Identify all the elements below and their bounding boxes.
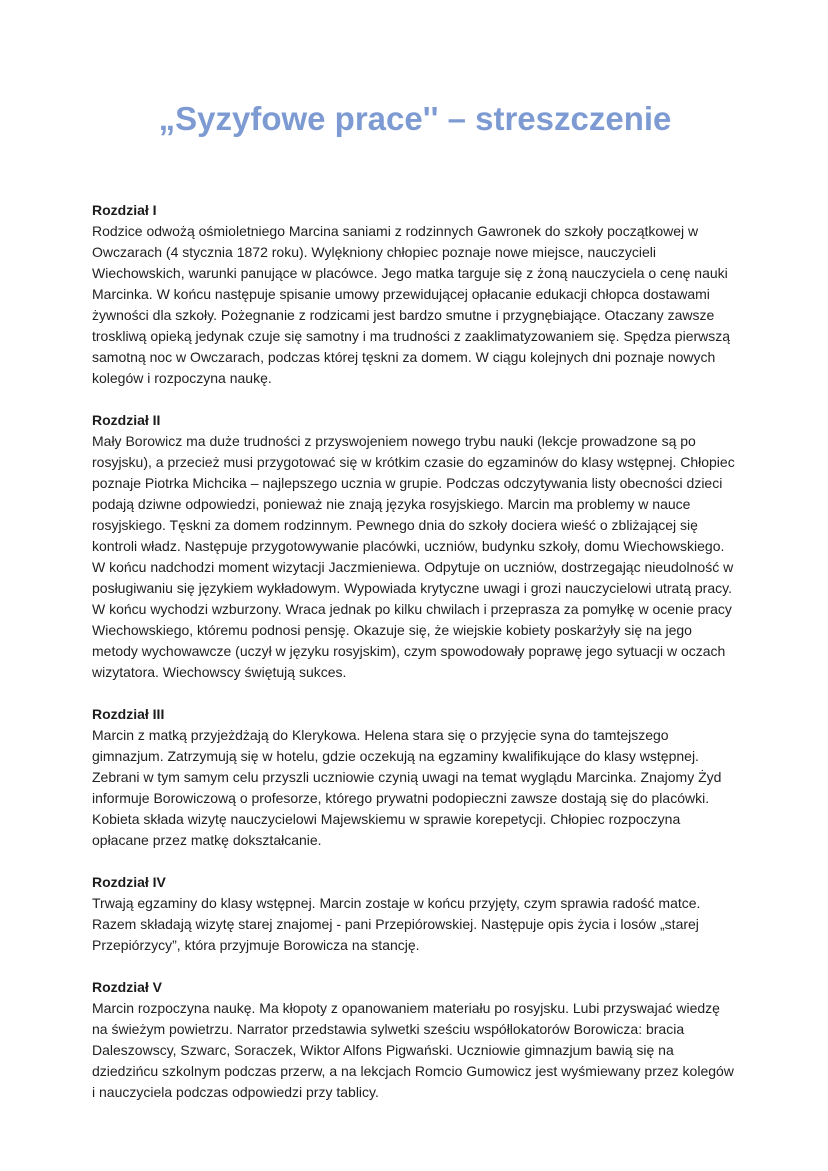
chapter-3-paragraph: Marcin z matką przyjeżdżają do Klerykowa. Helena stara się o przyjęcie syna do tamtejszego gimnazjum. Zatrzymują się w hotelu, gdzie oczekują na egzaminy kwalifikujące do klasy wstępnej. Zebrani w tym samym celu przyszli uczniowie czynią uwagi na temat wyglądu Marcinka. Znajomy Żyd informuje Borowiczową o profesorze, którego prywatni podopieczni zawsze dostają się do placówki. Kobieta składa wizytę nauczycielowi Majewskiemu w sprawie korepetycji. Chłopiec rozpoczyna opłacane przez matkę dokształcanie.: [92, 726, 722, 848]
chapter-2-paragraph: Mały Borowicz ma duże trudności z przyswojeniem nowego trybu nauki (lekcje prowadzone są po rosyjsku), a przecież musi przygotować się w krótkim czasie do egzaminów do klasy wstępnej. Chłopiec poznaje Piotrka Michcika – najlepszego ucznia w grupie. Podczas odczytywania listy obecności dzieci podają dziwne odpowiedzi, ponieważ nie znają języka rosyjskiego. Marcin ma problemy w nauce rosyjskiego. Tęskni za domem rodzinnym. Pewnego dnia do szkoły dociera wieść o zbliżającej się kontroli władz. Następuje przygotowywanie placówki, uczniów, budynku szkoły, domu Wiechowskiego. W końcu nadchodzi moment wizytacji Jaczmieniewa. Odpytuje on uczniów, dostrzegając nieudolność w posługiwaniu się językiem wykładowym. Wypowiada krytyczne uwagi i grozi nauczycielowi utratą pracy. W końcu wychodzi wzburzony. Wraca jednak po kilku chwilach i przeprasza za pomyłkę w ocenie pracy Wiechowskiego, któremu podnosi pensję. Okazuje się, że wiejskie kobiety poskarżyły się na jego metody wychowawcze (uczył w języku rosyjskim), czym spowodowały poprawę jego sytuacji w oczach wizytatora. Wiechowscy świętują sukces.: [92, 432, 735, 680]
chapter-4-heading: Rozdział IV: [92, 873, 166, 890]
chapter-5: [92, 977, 738, 1103]
chapter-4: [92, 872, 738, 956]
chapter-4-paragraph: Trwają egzaminy do klasy wstępnej. Marcin zostaje w końcu przyjęty, czym sprawia radość matce. Razem składają wizytę starej znajomej - pani Przepiórowskiej. Następuje opis życia i losów „starej Przepiórzycy”, która przyjmuje Borowicza na stancję.: [92, 894, 701, 953]
page-title: „Syzyfowe prace'' – streszczenie: [158, 100, 672, 137]
chapter-3: [92, 704, 738, 851]
chapter-2: [92, 410, 738, 683]
chapter-2-heading: Rozdział II: [92, 411, 161, 428]
chapter-1-heading: Rozdział I: [92, 201, 157, 218]
document-content: [92, 200, 738, 1103]
chapter-3-heading: Rozdział III: [92, 705, 165, 722]
chapter-5-heading: Rozdział V: [92, 978, 163, 995]
chapter-1-paragraph: Rodzice odwożą ośmioletniego Marcina saniami z rodzinnych Gawronek do szkoły początkowej w Owczarach (4 stycznia 1872 roku). Wylękniony chłopiec poznaje nowe miejsce, nauczycieli Wiechowskich, warunki panujące w placówce. Jego matka targuje się z żoną nauczyciela o cenę nauki Marcinka. W końcu następuje spisanie umowy przewidującej opłacanie edukacji chłopca dostawami żywności dla szkoły. Pożegnanie z rodzicami jest bardzo smutne i przygnębiające. Otaczany zawsze troskliwą opieką jedynak czuje się samotny i ma trudności z zaaklimatyzowaniem się. Spędza pierwszą samotną noc w Owczarach, podczas której tęskni za domem. W ciągu kolejnych dni poznaje nowych kolegów i rozpoczyna naukę.: [92, 222, 731, 386]
chapter-1: [92, 200, 738, 389]
chapter-5-paragraph: Marcin rozpoczyna naukę. Ma kłopoty z opanowaniem materiału po rosyjsku. Lubi przyswajać wiedzę na świeżym powietrzu. Narrator przedstawia sylwetki sześciu współlokatorów Borowicza: bracia Daleszowscy, Szwarc, Soraczek, Wiktor Alfons Pigwański. Uczniowie gimnazjum bawią się na dziedzińcu szkolnym podczas przerw, a na lekcjach Romcio Gumowicz jest wyśmiewany przez kolegów i nauczyciela podczas odpowiedzi przy tablicy.: [92, 999, 734, 1100]
